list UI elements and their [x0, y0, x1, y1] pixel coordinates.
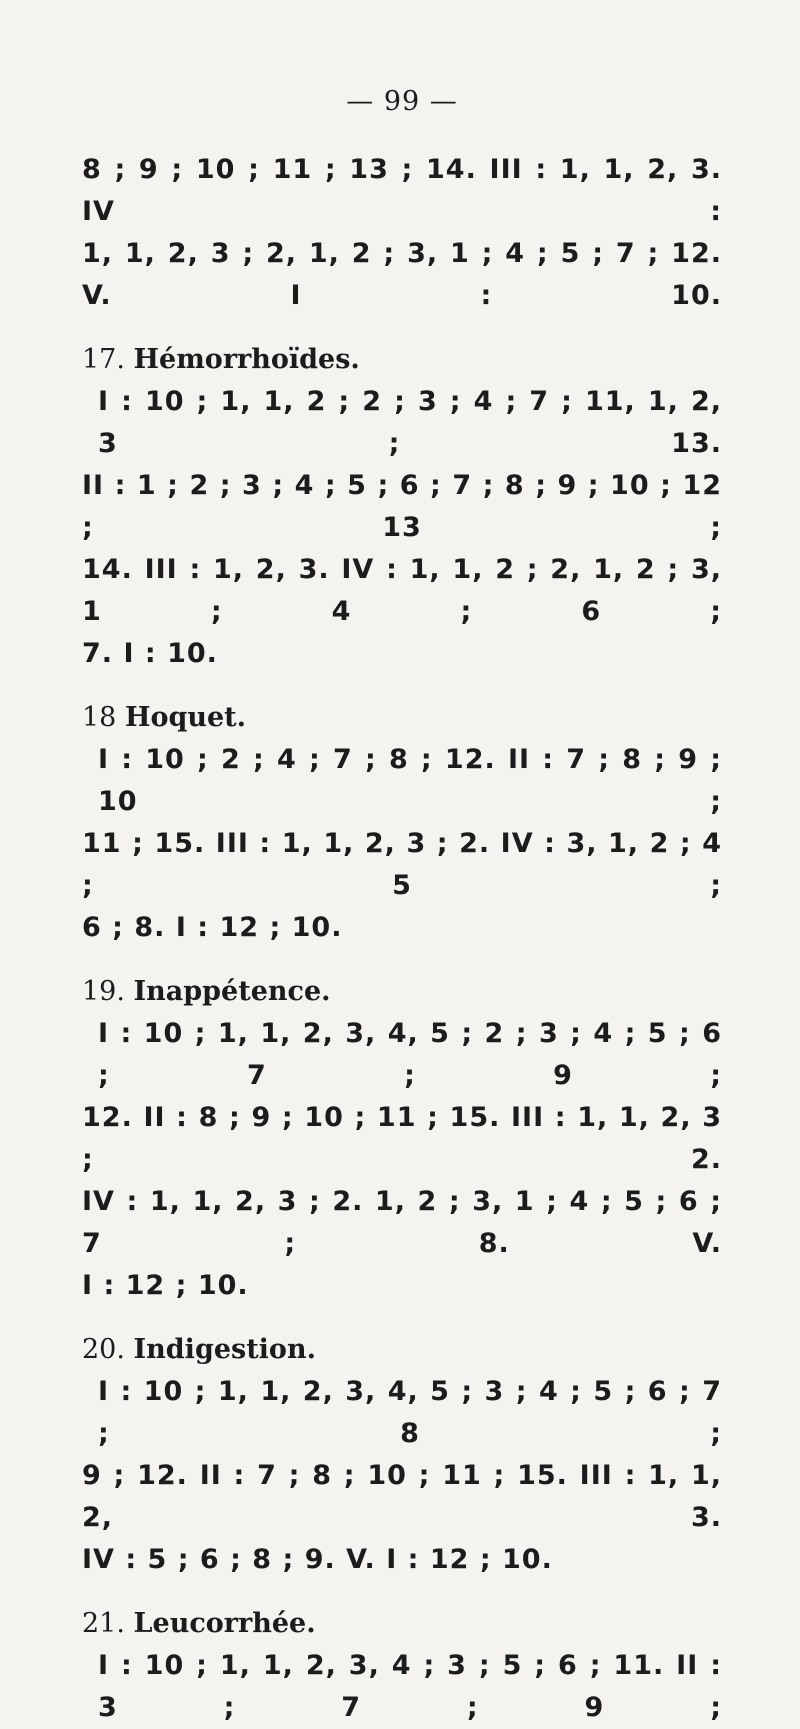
text-line: 1, 1, 2, 3 ; 2, 1, 2 ; 3, 1 ; 4 ; 5 ; 7 ; 12. V. I : 10.: [82, 238, 722, 311]
text-line: IV : 1, 1, 2, 3 ; 2. 1, 2 ; 3, 1 ; 4 ; 5 ; 6 ; 7 ; 8. V.: [82, 1186, 722, 1259]
intro-block: [82, 149, 722, 317]
section-number: 19.: [82, 976, 125, 1007]
text-line: I : 10 ; 2 ; 4 ; 7 ; 8 ; 12. II : 7 ; 8 ; 9 ; 10 ;: [98, 744, 722, 817]
document-page: [82, 86, 722, 1729]
text-line: I : 12 ; 10.: [82, 1270, 249, 1301]
text-line: 9 ; 12. II : 7 ; 8 ; 10 ; 11 ; 15. III : 1, 1, 2, 3.: [82, 1460, 722, 1533]
section-title: Indigestion.: [133, 1334, 316, 1365]
section-title: Inappétence.: [133, 976, 331, 1007]
section-heading: [82, 1329, 722, 1371]
section-heading: [82, 1603, 722, 1645]
text-line: 11 ; 15. III : 1, 1, 2, 3 ; 2. IV : 3, 1, 2 ; 4 ; 5 ;: [82, 828, 722, 901]
section-number: 21.: [82, 1608, 125, 1639]
section-20: [82, 1329, 722, 1581]
text-line: 12. II : 8 ; 9 ; 10 ; 11 ; 15. III : 1, 1, 2, 3 ; 2.: [82, 1102, 722, 1175]
page-number: — 99 —: [346, 86, 458, 117]
section-number: 20.: [82, 1334, 125, 1365]
text-line: 7. I : 10.: [82, 638, 218, 669]
section-title: Leucorrhée.: [133, 1608, 316, 1639]
section-17: [82, 339, 722, 675]
text-line: I : 10 ; 1, 1, 2, 3, 4, 5 ; 2 ; 3 ; 4 ; 5 ; 6 ; 7 ; 9 ;: [98, 1018, 722, 1091]
section-number: 18: [82, 702, 117, 733]
text-line: II : 1 ; 2 ; 3 ; 4 ; 5 ; 6 ; 7 ; 8 ; 9 ; 10 ; 12 ; 13 ;: [82, 470, 722, 543]
text-line: IV : 5 ; 6 ; 8 ; 9. V. I : 12 ; 10.: [82, 1544, 553, 1575]
section-heading: [82, 339, 722, 381]
section-18: [82, 697, 722, 949]
text-line: I : 10 ; 1, 1, 2, 3, 4 ; 3 ; 5 ; 6 ; 11. II : 3 ; 7 ; 9 ;: [98, 1650, 722, 1723]
text-line: I : 10 ; 1, 1, 2, 3, 4, 5 ; 3 ; 4 ; 5 ; 6 ; 7 ; 8 ;: [98, 1376, 722, 1449]
section-21: [82, 1603, 722, 1729]
section-number: 17.: [82, 344, 125, 375]
text-line: 8 ; 9 ; 10 ; 11 ; 13 ; 14. III : 1, 1, 2, 3. IV :: [82, 154, 722, 227]
text-line: I : 10 ; 1, 1, 2 ; 2 ; 3 ; 4 ; 7 ; 11, 1, 2, 3 ; 13.: [98, 386, 722, 459]
section-heading: [82, 971, 722, 1013]
section-heading: [82, 697, 722, 739]
text-line: 14. III : 1, 2, 3. IV : 1, 1, 2 ; 2, 1, 2 ; 3, 1 ; 4 ; 6 ;: [82, 554, 722, 627]
section-19: [82, 971, 722, 1307]
text-line: 6 ; 8. I : 12 ; 10.: [82, 912, 343, 943]
section-title: Hoquet.: [124, 702, 247, 733]
section-title: Hémorrhoïdes.: [133, 344, 360, 375]
